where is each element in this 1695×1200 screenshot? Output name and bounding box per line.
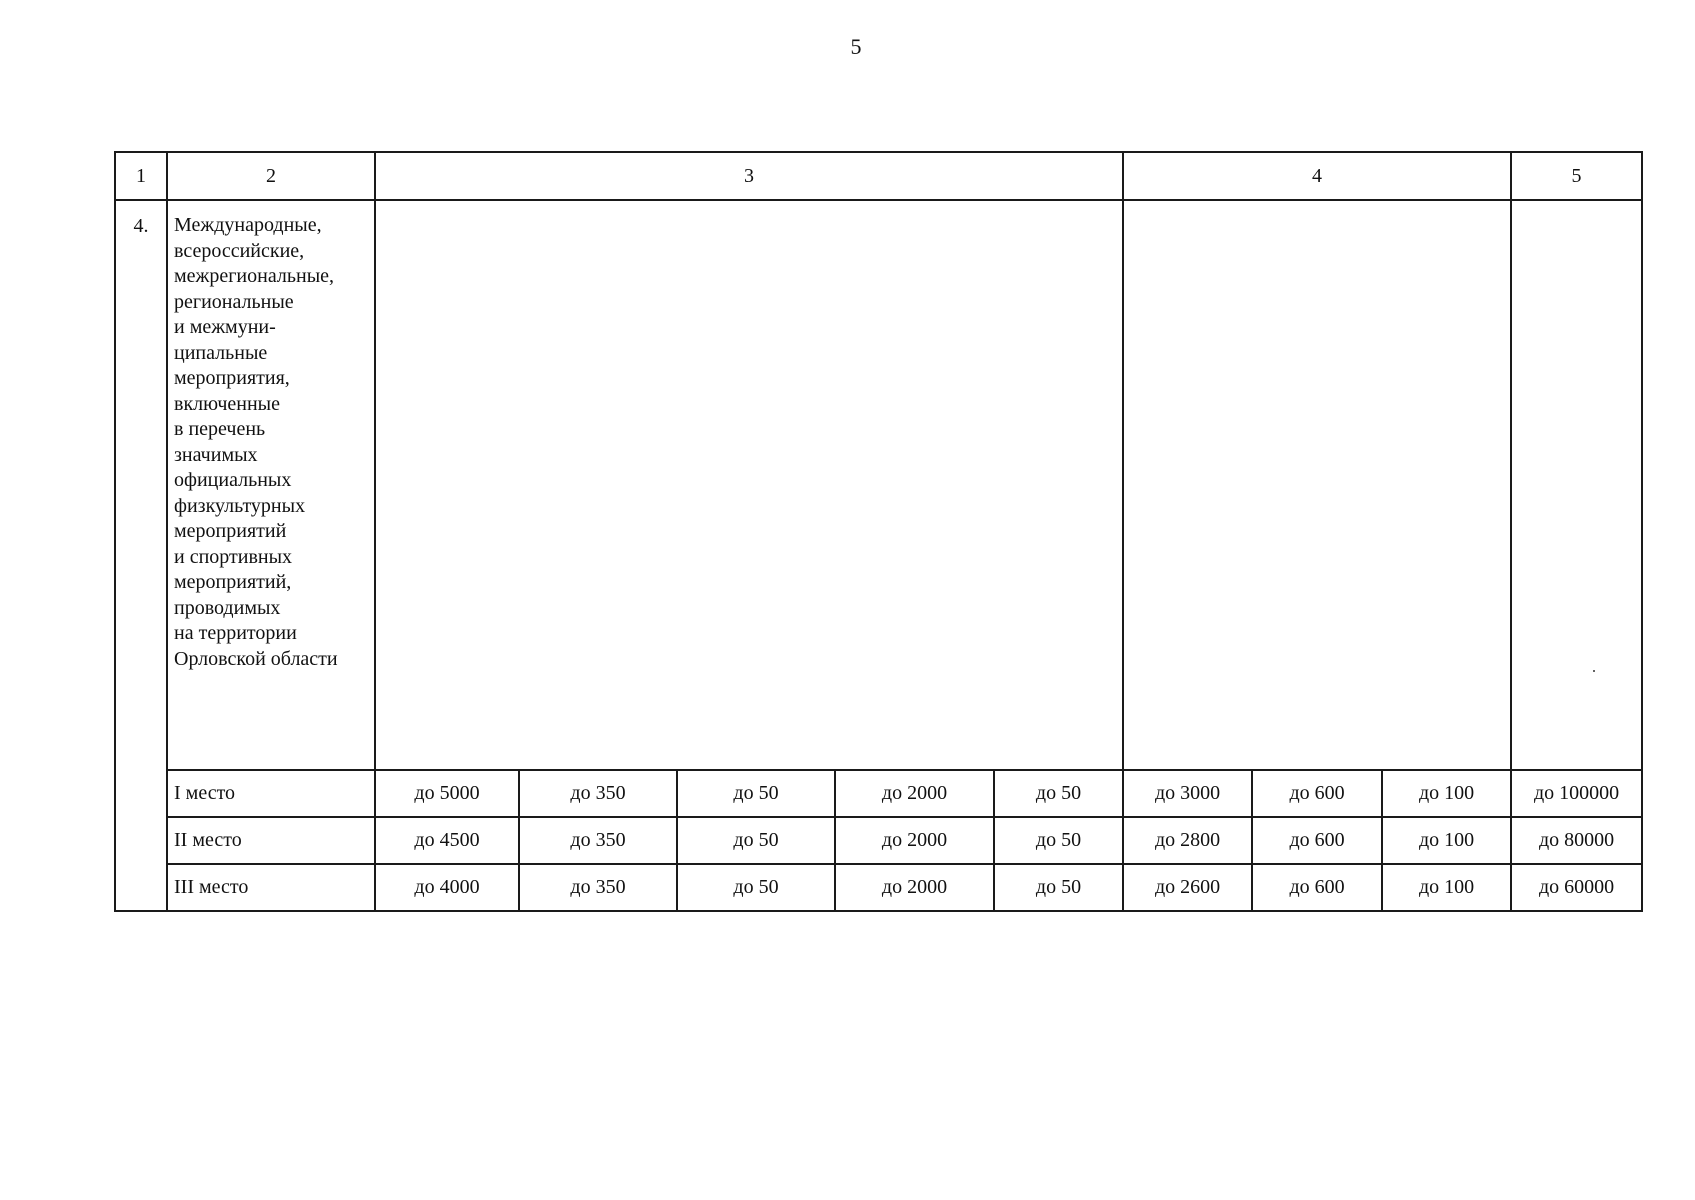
page-number: 5 <box>850 34 862 59</box>
value-cell: до 50 <box>677 864 835 911</box>
description-line: в перечень <box>174 418 266 440</box>
value-cell: до 600 <box>1252 817 1382 864</box>
value-cell: до 350 <box>519 864 677 911</box>
value-cell: до 100000 <box>1511 770 1642 817</box>
value-cell: до 2000 <box>835 770 994 817</box>
description-line: проводимых <box>174 596 281 619</box>
event-row <box>115 200 1642 770</box>
header-cell-4: 4 <box>1123 152 1511 200</box>
description-line: и спортивных <box>174 545 293 568</box>
header-cell-3: 3 <box>375 152 1123 200</box>
row-number: 4. <box>115 200 167 911</box>
header-cell-5: 5 <box>1511 152 1642 200</box>
description-line: мероприятия, <box>174 367 290 389</box>
value-cell: до 50 <box>994 770 1123 817</box>
description-line: включенные <box>174 392 280 415</box>
value-cell: до 2000 <box>835 817 994 864</box>
place-row-3 <box>115 864 1642 911</box>
value-cell: до 4500 <box>375 817 519 864</box>
description-line: физкультурных <box>174 494 306 517</box>
description-line: и межмуни- <box>174 316 276 338</box>
description-line: значимых <box>174 443 258 466</box>
rewards-table <box>114 151 1643 912</box>
value-cell: до 100 <box>1382 817 1511 864</box>
description-line: Орловской области <box>174 647 338 670</box>
description-line: мероприятий, <box>174 571 292 593</box>
value-cell: до 3000 <box>1123 770 1252 817</box>
header-cell-1: 1 <box>115 152 167 200</box>
value-cell: до 350 <box>519 817 677 864</box>
column-3-blank <box>375 200 1123 770</box>
value-cell: до 100 <box>1382 770 1511 817</box>
header-row <box>115 152 1642 200</box>
value-cell: до 2800 <box>1123 817 1252 864</box>
value-cell: до 2600 <box>1123 864 1252 911</box>
header-cell-2: 2 <box>167 152 375 200</box>
column-4-blank <box>1123 200 1511 770</box>
description-line: региональные <box>174 290 294 313</box>
value-cell: до 50 <box>994 864 1123 911</box>
value-cell: до 50 <box>677 770 835 817</box>
place-label: I место <box>167 770 375 817</box>
description-line: на территории <box>174 622 297 644</box>
value-cell: до 60000 <box>1511 864 1642 911</box>
value-cell: до 600 <box>1252 770 1382 817</box>
value-cell: до 4000 <box>375 864 519 911</box>
place-label: III место <box>167 864 375 911</box>
description-line: ципальные <box>174 341 268 364</box>
place-row-2 <box>115 817 1642 864</box>
description-line: межрегиональные, <box>174 265 335 287</box>
column-5-blank <box>1511 200 1642 770</box>
value-cell: до 600 <box>1252 864 1382 911</box>
stray-dot <box>1593 670 1595 672</box>
description-line: мероприятий <box>174 520 287 542</box>
value-cell: до 80000 <box>1511 817 1642 864</box>
value-cell: до 50 <box>677 817 835 864</box>
value-cell: до 50 <box>994 817 1123 864</box>
place-label: II место <box>167 817 375 864</box>
value-cell: до 100 <box>1382 864 1511 911</box>
value-cell: до 5000 <box>375 770 519 817</box>
description-line: Международные, <box>174 214 322 236</box>
description-line: официальных <box>174 469 292 491</box>
value-cell: до 2000 <box>835 864 994 911</box>
place-row-1 <box>115 770 1642 817</box>
description-line: всероссийские, <box>174 239 305 262</box>
value-cell: до 350 <box>519 770 677 817</box>
event-description <box>167 200 375 770</box>
